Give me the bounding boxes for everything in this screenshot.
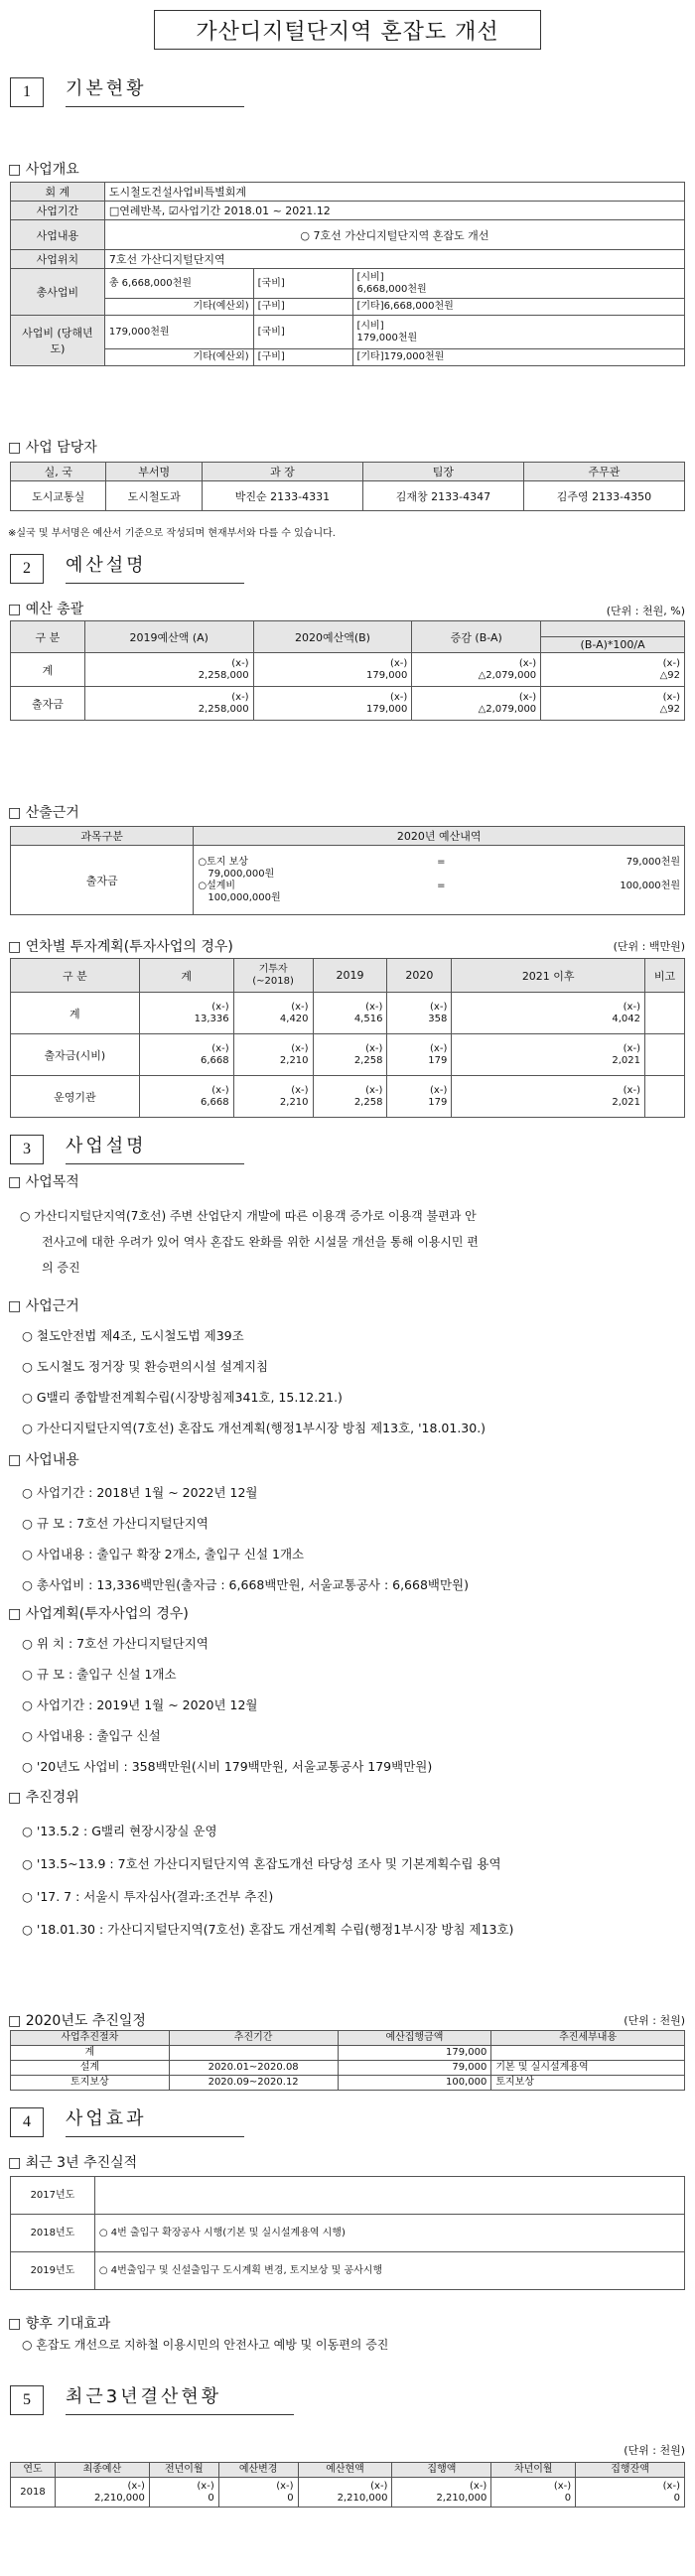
schedule-header: 사업추진절차 — [11, 2031, 170, 2046]
annual-unit: (단위 : 백만원) — [613, 940, 685, 953]
list-item: ○ '13.5~13.9 : 7호선 가산디지털단지역 혼잡도개선 타당성 조사 및 기본계획수립 용역 — [22, 1856, 501, 1871]
contact-note: ※실국 및 부서명은 예산서 기준으로 작성되며 현재부서와 다를 수 있습니다. — [8, 528, 336, 539]
contact-cell: 김주영 2133-4350 — [523, 481, 684, 511]
period-value: □연례반복, ☑사업기간 2018.01 ~ 2021.12 — [104, 202, 684, 220]
account-label: 회 계 — [11, 183, 105, 202]
content-list — [22, 1477, 469, 1600]
recent-row: 2018년도 ○ 4번 출입구 확장공사 시행(기본 및 실시설계용역 시행) — [11, 2215, 685, 2252]
annual-header: 비고 — [645, 959, 685, 993]
annual-header: 2021 이후 — [452, 959, 645, 993]
settle-header: 차년이월 — [491, 2463, 576, 2478]
contact-header: 주무관 — [523, 463, 684, 481]
budget-header: 증감 (B-A) — [412, 621, 541, 653]
budget-row: 출자금 (x-) 2,258,000 (x-) 179,000 (x-) △2,079,000 (x-) △92 — [11, 687, 685, 721]
schedule-heading: □ 2020년도 추진일정 — [8, 2013, 146, 2029]
section-number: 1 — [10, 77, 44, 107]
basis-heading: □ 사업근거 — [8, 1298, 79, 1314]
list-item: ○ 사업내용 : 출입구 신설 — [22, 1728, 161, 1743]
page-title: 가산디지털단지역 혼잡도 개선 — [154, 10, 541, 50]
fy-nat2: [구비] — [253, 349, 352, 366]
calc-header: 과목구분 — [11, 827, 194, 846]
period-label: 사업기간 — [11, 202, 105, 220]
list-item: ○ G밸리 종합발전계획수립(시장방침제341호, 15.12.21.) — [22, 1390, 343, 1405]
calc-detail: ○토지 보상 = 79,000천원 79,000,000원 ○설계비 = 100,000천원 100,000,000원 — [194, 846, 685, 915]
settle-header: 집행잔액 — [576, 2463, 685, 2478]
schedule-row: 계 179,000 — [11, 2046, 685, 2061]
settle-unit: (단위 : 천원) — [624, 2444, 685, 2457]
contact-cell: 도시철도과 — [106, 481, 202, 511]
overview-table — [10, 182, 685, 366]
basis-list — [22, 1320, 486, 1443]
annual-heading: □ 연차별 투자계획(투자사업의 경우) — [8, 939, 233, 955]
schedule-header: 추진세부내용 — [491, 2031, 685, 2046]
settle-row: 2018 (x-) 2,210,000 (x-) 0 (x-) 0 (x-) 2,210,000 (x-) 2,210,000 (x-) 0 (x-) 0 — [11, 2478, 685, 2508]
list-item: ○ 총사업비 : 13,336백만원(출자금 : 6,668백만원, 서울교통공사 : 6,668백만원) — [22, 1577, 470, 1592]
section-number: 3 — [10, 1135, 44, 1164]
fy-nat: [국비] — [253, 316, 352, 349]
fy-other: 기타(예산외) — [104, 349, 253, 366]
list-item: ○ 사업내용 : 출입구 확장 2개소, 출입구 신설 1개소 — [22, 1547, 305, 1561]
section-number: 5 — [10, 2385, 44, 2415]
content-value: ○ 7호선 가산디지털단지역 혼잡도 개선 — [104, 220, 684, 250]
fy-etc: [기타]179,000천원 — [352, 349, 685, 366]
list-item: ○ '20년도 사업비 : 358백만원(시비 179백만원, 서울교통공사 179백만원) — [22, 1759, 433, 1774]
section-3-header — [10, 1132, 244, 1164]
section-title: 사업설명 — [66, 1132, 244, 1164]
contact-header: 과 장 — [202, 463, 362, 481]
annual-header: 기투자 (~2018) — [233, 959, 313, 993]
calc-table — [10, 826, 685, 915]
total-label: 총사업비 — [11, 269, 105, 316]
calc-header: 2020년 예산내역 — [194, 827, 685, 846]
section-title: 예산설명 — [66, 551, 244, 584]
recent-table — [10, 2176, 685, 2290]
schedule-table — [10, 2030, 685, 2091]
annual-header: 구 분 — [11, 959, 140, 993]
annual-header: 2019 — [313, 959, 387, 993]
list-item: ○ 위 치 : 7호선 가산디지털단지역 — [22, 1636, 208, 1651]
budget-header: (B-A)*100/A — [541, 637, 685, 653]
contact-header: 팀장 — [362, 463, 523, 481]
plan-heading: □ 사업계획(투자사업의 경우) — [8, 1606, 189, 1622]
list-item: ○ 철도안전법 제4조, 도시철도법 제39조 — [22, 1328, 244, 1343]
fy-label: 사업비 (당해년도) — [11, 316, 105, 366]
total-nat2: [구비] — [253, 299, 352, 316]
section-number: 2 — [10, 554, 44, 584]
plan-list — [22, 1628, 432, 1782]
list-item: ○ 사업기간 : 2019년 1월 ~ 2020년 12월 — [22, 1697, 258, 1712]
recent-heading: □ 최근 3년 추진실적 — [8, 2155, 138, 2171]
total-etc: [기타]6,668,000천원 — [352, 299, 685, 316]
settle-header: 전년이월 — [149, 2463, 218, 2478]
list-item: ○ '13.5.2 : G밸리 현장시장실 운영 — [22, 1824, 217, 1838]
settle-header: 예산변경 — [218, 2463, 298, 2478]
contact-header: 부서명 — [106, 463, 202, 481]
list-item: ○ '18.01.30 : 가산디지털단지역(7호선) 혼잡도 개선계획 수립(행정1부시장 방침 제13호) — [22, 1922, 514, 1937]
contact-heading: □ 사업 담당자 — [8, 440, 97, 456]
calc-heading: □ 산출근거 — [8, 805, 79, 821]
budget-header: 2020예산액(B) — [253, 621, 412, 653]
content-label: 사업내용 — [11, 220, 105, 250]
purpose-heading: □ 사업목적 — [8, 1174, 79, 1190]
overview-heading-text: 사업개요 — [25, 162, 79, 178]
settle-table — [10, 2462, 685, 2508]
annual-table — [10, 958, 685, 1118]
total-city: [시비] 6,668,000천원 — [352, 269, 685, 299]
annual-row: 계 (x-) 13,336 (x-) 4,420 (x-) 4,516 (x-) 358 (x-) 4,042 — [11, 993, 685, 1034]
content-heading: □ 사업내용 — [8, 1452, 79, 1468]
contact-cell: 박진순 2133-4331 — [202, 481, 362, 511]
location-value: 7호선 가산디지털단지역 — [104, 250, 684, 269]
list-item: ○ 규 모 : 7호선 가산디지털단지역 — [22, 1516, 208, 1531]
annual-header: 계 — [139, 959, 233, 993]
list-item: ○ 도시철도 정거장 및 환승편의시설 설계지침 — [22, 1359, 269, 1374]
budget-header-blank — [541, 621, 685, 637]
section-title: 최근3년결산현황 — [66, 2382, 294, 2415]
fy-city: [시비] 179,000천원 — [352, 316, 685, 349]
total-other: 기타(예산외) — [104, 299, 253, 316]
budget-unit: (단위 : 천원, %) — [606, 605, 685, 617]
history-list — [22, 1815, 513, 1946]
total-nat: [국비] — [253, 269, 352, 299]
fy-value: 179,000천원 — [104, 316, 253, 349]
annual-header: 2020 — [387, 959, 452, 993]
list-item: ○ '17. 7 : 서울시 투자심사(결과:조건부 추진) — [22, 1889, 274, 1904]
settle-header: 예산현액 — [298, 2463, 392, 2478]
section-1-header — [10, 74, 244, 107]
effect-heading: □ 향후 기대효과 — [8, 2316, 111, 2332]
overview-heading: □ 사업개요 — [8, 162, 79, 178]
list-item: ○ 규 모 : 출입구 신설 1개소 — [22, 1667, 177, 1682]
section-5-header — [10, 2382, 294, 2415]
annual-row: 운영기관 (x-) 6,668 (x-) 2,210 (x-) 2,258 (x-) 179 (x-) 2,021 — [11, 1076, 685, 1118]
list-item: ○ 가산디지털단지역(7호선) 혼잡도 개선계획(행정1부시장 방침 제13호, '18.01.30.) — [22, 1421, 486, 1435]
section-2-header — [10, 551, 244, 584]
recent-row: 2017년도 — [11, 2177, 685, 2215]
effect-text: ○ 혼잡도 개선으로 지하철 이용시민의 안전사고 예방 및 이동편의 증진 — [22, 2338, 389, 2352]
contact-table — [10, 462, 685, 511]
annual-row: 출자금(시비) (x-) 6,668 (x-) 2,210 (x-) 2,258 (x-) 179 (x-) 2,021 — [11, 1034, 685, 1076]
schedule-header: 예산집행금액 — [338, 2031, 491, 2046]
contact-cell: 김재창 2133-4347 — [362, 481, 523, 511]
settle-header: 최종예산 — [55, 2463, 149, 2478]
section-title: 사업효과 — [66, 2104, 244, 2137]
recent-row: 2019년도 ○ 4번출입구 및 신설출입구 도시계획 변경, 토지보상 및 공사시행 — [11, 2252, 685, 2290]
contact-cell: 도시교통실 — [11, 481, 106, 511]
settle-header: 연도 — [11, 2463, 56, 2478]
section-number: 4 — [10, 2107, 44, 2137]
section-4-header — [10, 2104, 244, 2137]
total-value: 총 6,668,000천원 — [104, 269, 253, 299]
budget-header: 구 분 — [11, 621, 85, 653]
schedule-row: 토지보상 2020.09~2020.12 100,000 토지보상 — [11, 2076, 685, 2091]
schedule-header: 추진기간 — [169, 2031, 338, 2046]
account-value: 도시철도건설사업비특별회계 — [104, 183, 684, 202]
budget-heading: □ 예산 총괄 — [8, 602, 84, 617]
list-item: ○ 사업기간 : 2018년 1월 ~ 2022년 12월 — [22, 1485, 258, 1500]
location-label: 사업위치 — [11, 250, 105, 269]
purpose-text: ○ 가산디지털단지역(7호선) 주변 산업단지 개발에 따른 이용객 증가로 이용객 불편과 안 전사고에 대한 우려가 있어 역사 혼잡도 완화를 위한 시설물 개선을 통해 이용시민 편 의 증진 — [20, 1209, 479, 1275]
budget-table — [10, 620, 685, 721]
budget-header: 2019예산액 (A) — [84, 621, 253, 653]
section-title: 기본현황 — [66, 74, 244, 107]
budget-row: 계 (x-) 2,258,000 (x-) 179,000 (x-) △2,079,000 (x-) △92 — [11, 653, 685, 687]
history-heading: □ 추진경위 — [8, 1790, 79, 1806]
calc-label: 출자금 — [11, 846, 194, 915]
contact-header: 실, 국 — [11, 463, 106, 481]
settle-header: 집행액 — [392, 2463, 491, 2478]
schedule-unit: (단위 : 천원) — [624, 2014, 685, 2027]
schedule-row: 설계 2020.01~2020.08 79,000 기본 및 실시설계용역 — [11, 2061, 685, 2076]
